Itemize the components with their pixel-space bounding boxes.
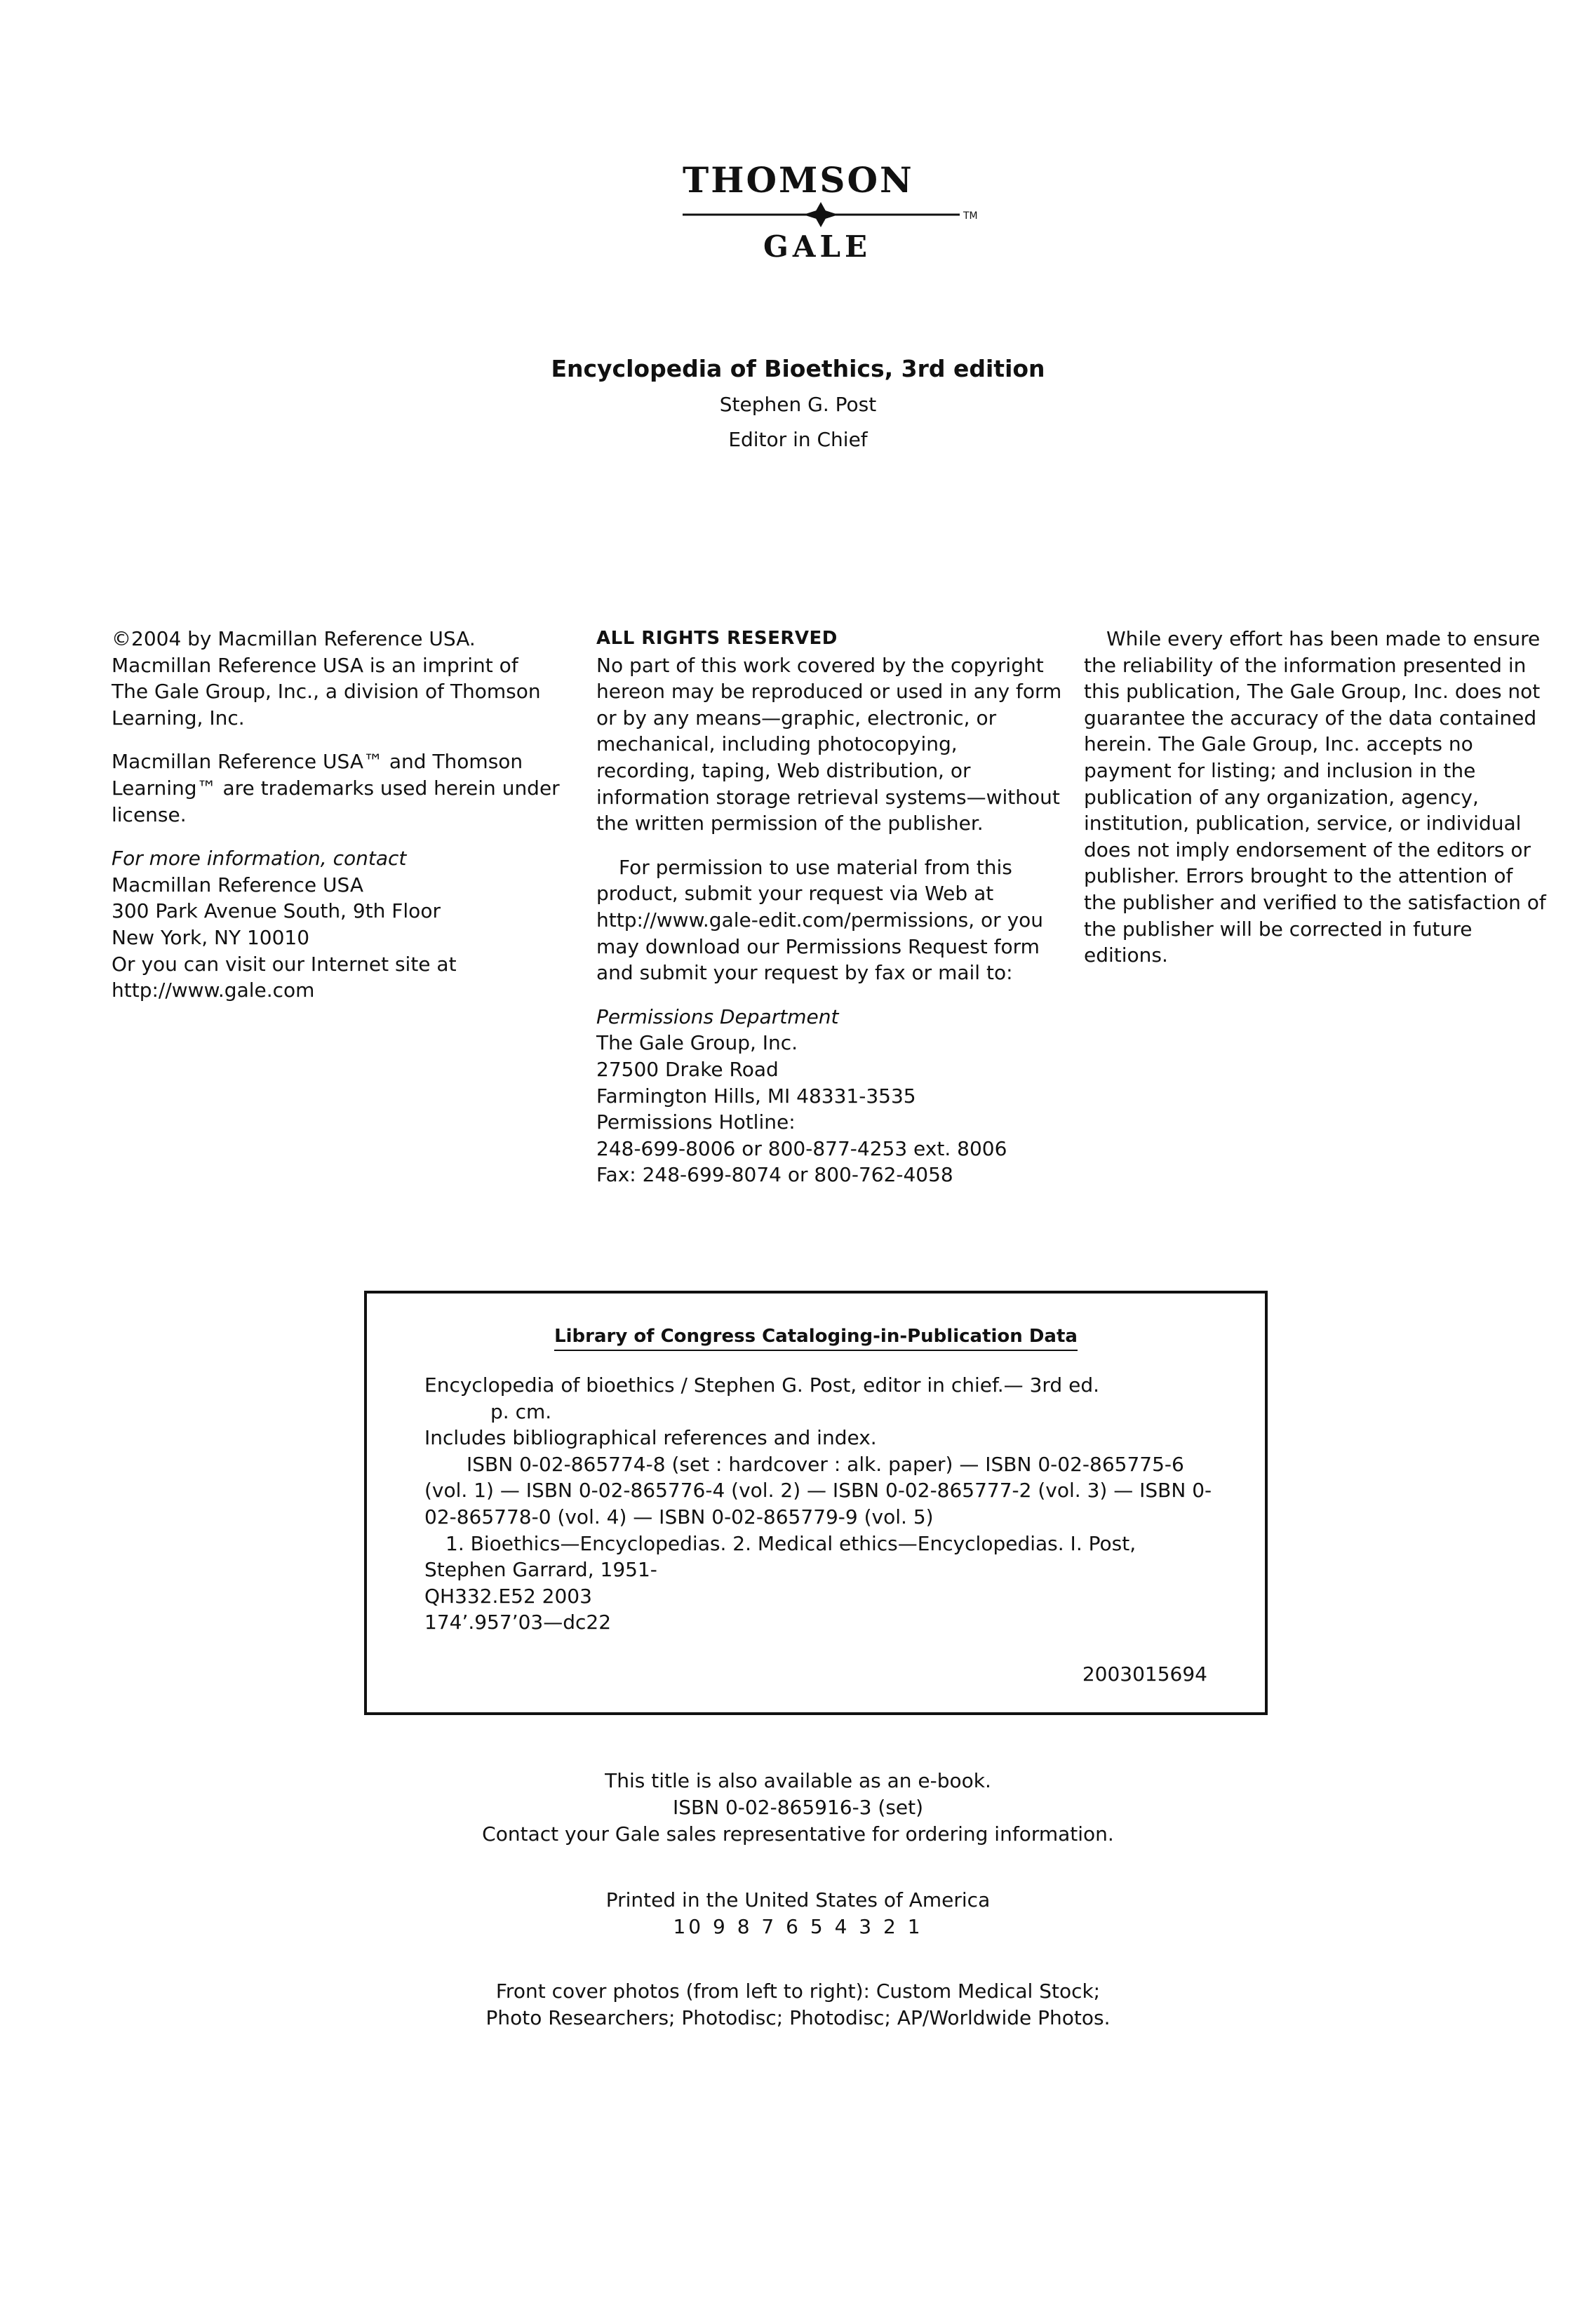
gale-website-link[interactable]: http://www.gale.com <box>112 979 315 1002</box>
contact-line: 300 Park Avenue South, 9th Floor <box>112 899 441 923</box>
dept-line: 27500 Drake Road <box>596 1057 779 1081</box>
cip-pagination: p. cm. <box>490 1399 552 1423</box>
permission-text: For permission to use material from this product, submit your request via Web at http://www.gale-edit.com/permissions, or you may download our Permissions Request form and submit your request by fax or mail to: <box>596 855 1044 985</box>
copyright-line: ©2004 by Macmillan Reference USA. <box>112 627 476 650</box>
cip-isbn: ISBN 0-02-865774-8 (set : hardcover : alk. paper) — ISBN 0-02-865775-6 (vol. 1) — ISBN 0-02-865776-4 (vol. 2) — ISBN 0-02-865777-2 (vol. 3) — ISBN 0-02-865778-0 (vol. 4) — ISBN 0-02-865779-9 (vol. 5) <box>424 1452 1212 1528</box>
rights-text: No part of this work covered by the copyright hereon may be reproduced or used in any form or by any means—graphic, electronic, or mechanical, including photocopying, recording, taping, Web distribution, or information storage retrieval systems—without the written permission of the publisher. <box>596 653 1062 835</box>
printing-info <box>0 1887 1596 1940</box>
star-icon-horizontal <box>803 209 838 220</box>
dept-line: Farmington Hills, MI 48331-3535 <box>596 1084 916 1108</box>
thomson-gale-logo <box>683 160 991 265</box>
cip-body <box>424 1372 1217 1636</box>
dept-line: The Gale Group, Inc. <box>596 1031 798 1055</box>
cip-notes: Includes bibliographical references and index. <box>424 1426 877 1450</box>
book-title: Encyclopedia of Bioethics, 3rd edition <box>551 355 1045 382</box>
dept-label: Permissions Department <box>596 1004 839 1028</box>
contact-intro: For more information, contact <box>112 847 407 871</box>
contact-line: Macmillan Reference USA <box>112 873 363 896</box>
trademarks-line: Macmillan Reference USA™ and Thomson Learning™ are trademarks used herein under license. <box>112 750 560 826</box>
printed-in: Printed in the United States of America <box>605 1888 991 1911</box>
cip-heading <box>367 1326 1265 1347</box>
cip-heading-text: Library of Congress Cataloging-in-Publication Data <box>554 1326 1078 1351</box>
ebook-line: This title is also available as an e-book. <box>605 1769 991 1792</box>
disclaimer-column <box>1084 626 1550 969</box>
ebook-contact: Contact your Gale sales representative for ordering information. <box>482 1822 1114 1846</box>
contact-line: New York, NY 10010 <box>112 925 310 949</box>
contact-line: Or you can visit our Internet site at <box>112 952 457 976</box>
cover-credit-line: Photo Researchers; Photodisc; Photodisc; AP/Worldwide Photos. <box>485 2006 1111 2029</box>
editor-name: Stephen G. Post <box>719 393 877 416</box>
rights-column <box>596 626 1063 1188</box>
cip-subjects: 1. Bioethics—Encyclopedias. 2. Medical ethics—Encyclopedias. I. Post, Stephen Garrard, 1951- <box>424 1531 1136 1582</box>
cover-credit-line: Front cover photos (from left to right): Custom Medical Stock; <box>495 1980 1101 2003</box>
logo-graphic <box>683 160 991 265</box>
cip-box <box>364 1291 1268 1715</box>
cip-lccn: 2003015694 <box>1082 1662 1207 1686</box>
imprint-line: Macmillan Reference USA is an imprint of The Gale Group, Inc., a division of Thomson Learning, Inc. <box>112 653 541 730</box>
cip-title-line: Encyclopedia of bioethics / Stephen G. Post, editor in chief.— 3rd ed. <box>424 1373 1099 1397</box>
printing-numbers: 10 9 8 7 6 5 4 3 2 1 <box>673 1915 923 1938</box>
logo-trademark: TM <box>963 210 978 222</box>
cip-call-number: QH332.E52 2003 <box>424 1584 592 1608</box>
copyright-column <box>112 626 561 1004</box>
editor-role: Editor in Chief <box>728 428 868 451</box>
cover-credits <box>0 1978 1596 2031</box>
disclaimer-text: While every effort has been made to ensure the reliability of the information presented in this publication, The Gale Group, Inc. does not guarantee the accuracy of the data contained herein. The Gale Group, Inc. accepts no payment for listing; and inclusion in the publication of any organization, agency, institution, publication, service, or individual does not imply endorsement of the editors or publisher. Errors brought to the attention of the publisher and verified to the satisfaction of the publisher will be corrected in future editions. <box>1084 627 1546 967</box>
title-block <box>0 351 1596 457</box>
dept-line: Permissions Hotline: <box>596 1110 796 1134</box>
dept-line: Fax: 248-699-8074 or 800-762-4058 <box>596 1163 953 1187</box>
ebook-isbn: ISBN 0-02-865916-3 (set) <box>672 1796 924 1819</box>
ebook-notice <box>0 1768 1596 1848</box>
logo-thomson-text: THOMSON <box>683 160 914 201</box>
dept-line: 248-699-8006 or 800-877-4253 ext. 8006 <box>596 1136 1007 1160</box>
rights-heading: ALL RIGHTS RESERVED <box>596 628 838 649</box>
cip-dewey: 174’.957’03—dc22 <box>424 1611 612 1634</box>
logo-gale-text: GALE <box>763 229 871 264</box>
